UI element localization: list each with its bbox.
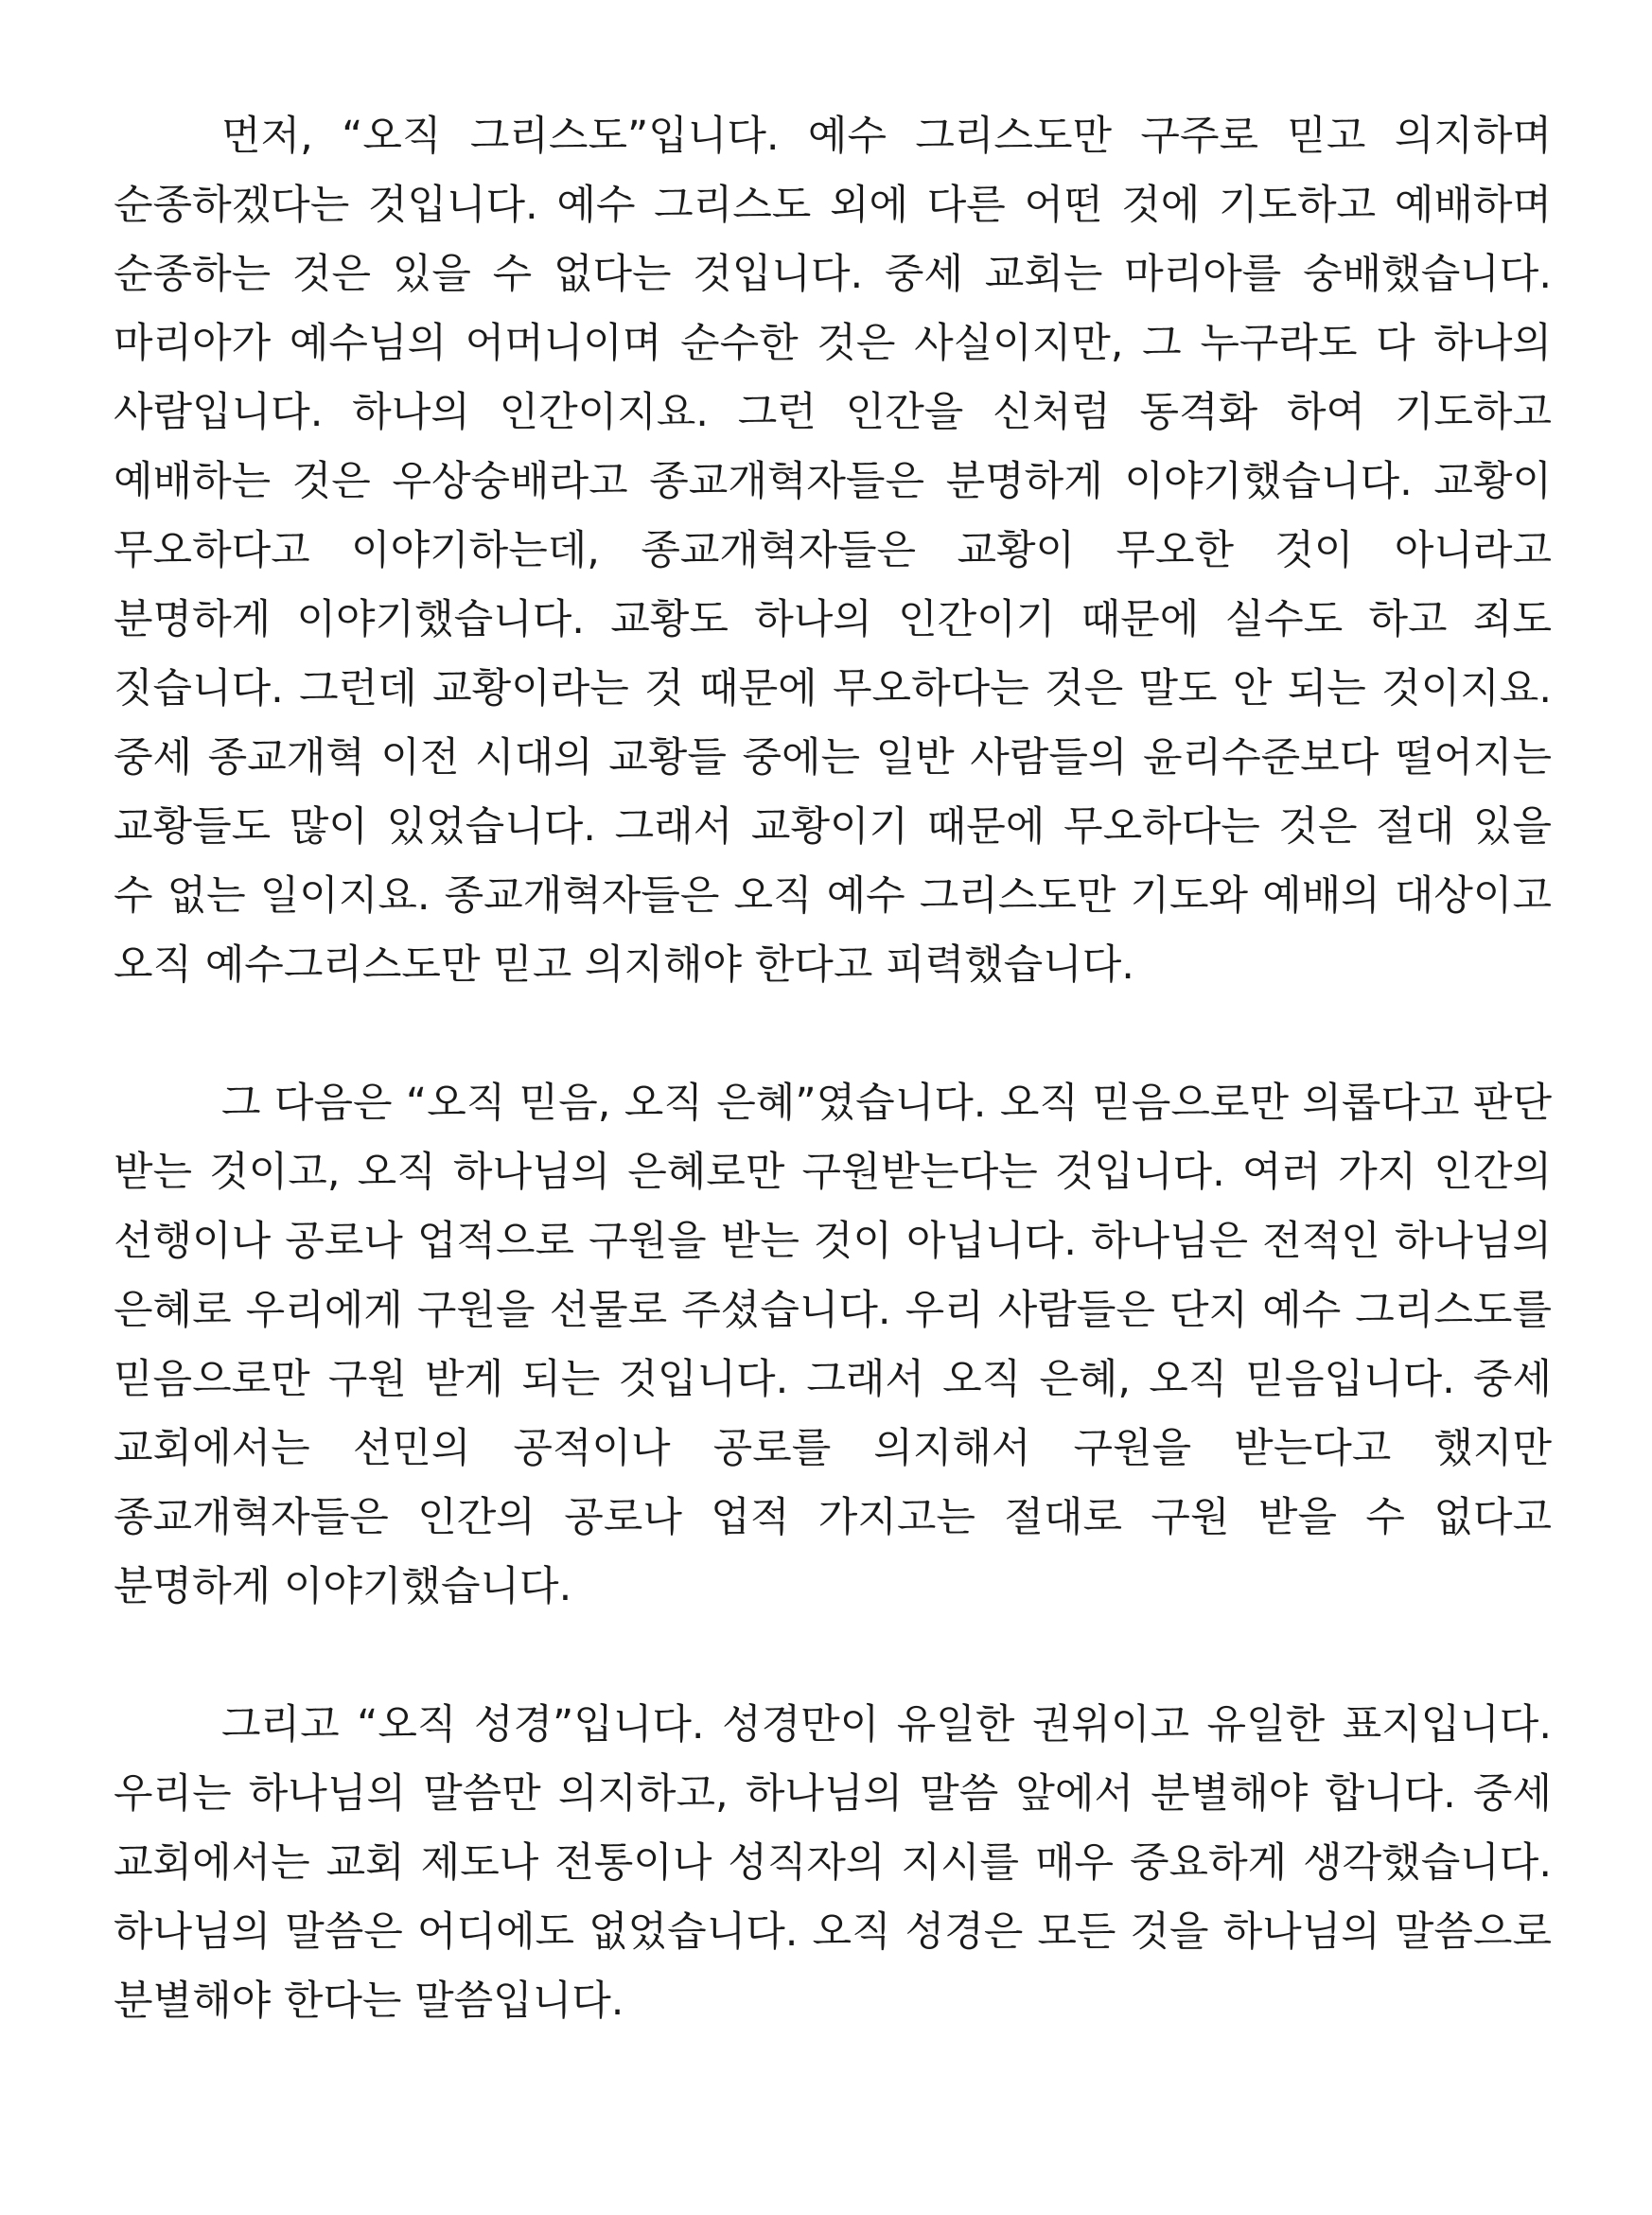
paragraph-solus-christus: 먼저, “오직 그리스도”입니다. 예수 그리스도만 구주로 믿고 의지하며 순종하겠다는 것입니다. 예수 그리스도 외에 다른 어떤 것에 기도하고 예배하며 순종하는 것은 있을 수 없다는 것입니다. 중세 교회는 마리아를 숭배했습니다. 마리아가 예수님의 어머니이며 순수한 것은 사실이지만, 그 누구라도 다 하나의 사람입니다. 하나의 인간이지요. 그런 인간을 신처럼 동격화 하여 기도하고 예배하는 것은 우상숭배라고 종교개혁자들은 분명하게 이야기했습니다. 교황이 무오하다고 이야기하는데, 종교개혁자들은 교황이 무오한 것이 아니라고 분명하게 이야기했습니다. 교황도 하나의 인간이기 때문에 실수도 하고 죄도 짓습니다. 그런데 교황이라는 것 때문에 무오하다는 것은 말도 안 되는 것이지요. 중세 종교개혁 이전 시대의 교황들 중에는 일반 사람들의 윤리수준보다 떨어지는 교황들도 많이 있었습니다. 그래서 교황이기 때문에 무오하다는 것은 절대 있을 수 없는 일이지요. 종교개혁자들은 오직 예수 그리스도만 기도와 예배의 대상이고 오직 예수그리스도만 믿고 의지해야 한다고 피력했습니다.: [114, 113, 1552, 989]
document-body: [114, 102, 1552, 2036]
paragraph-sola-scriptura: 그리고 “오직 성경”입니다. 성경만이 유일한 권위이고 유일한 표지입니다. 우리는 하나님의 말씀만 의지하고, 하나님의 말씀 앞에서 분별해야 합니다. 중세 교회에서는 교회 제도나 전통이나 성직자의 지시를 매우 중요하게 생각했습니다. 하나님의 말씀은 어디에도 없었습니다. 오직 성경은 모든 것을 하나님의 말씀으로 분별해야 한다는 말씀입니다.: [114, 1701, 1552, 2025]
paragraph-sola-fide-sola-gratia: 그 다음은 “오직 믿음, 오직 은혜”였습니다. 오직 믿음으로만 의롭다고 판단 받는 것이고, 오직 하나님의 은혜로만 구원받는다는 것입니다. 여러 가지 인간의 선행이나 공로나 업적으로 구원을 받는 것이 아닙니다. 하나님은 전적인 하나님의 은혜로 우리에게 구원을 선물로 주셨습니다. 우리 사람들은 단지 예수 그리스도를 믿음으로만 구원 받게 되는 것입니다. 그래서 오직 은혜, 오직 믿음입니다. 중세 교회에서는 선민의 공적이나 공로를 의지해서 구원을 받는다고 했지만 종교개혁자들은 인간의 공로나 업적 가지고는 절대로 구원 받을 수 없다고 분명하게 이야기했습니다.: [114, 1080, 1552, 1610]
